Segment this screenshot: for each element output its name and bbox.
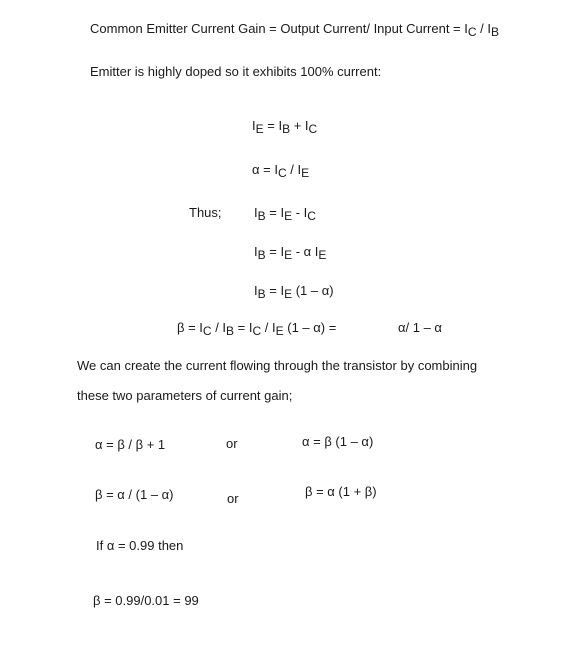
equation-ib-2 — [254, 244, 326, 260]
relation-alpha-left: α = β / β + 1 — [95, 437, 166, 452]
eq6-ic-sub: C — [202, 324, 212, 338]
eq5-tail: (1 – α) — [292, 283, 334, 298]
eq4-ie2-sub: E — [318, 248, 327, 262]
equation-beta — [177, 320, 336, 336]
eq6-ic2-sub: C — [252, 324, 262, 338]
eq4-mid: = I — [265, 244, 285, 259]
eq1-ic-sub: C — [308, 122, 318, 136]
equation-alpha — [252, 162, 309, 178]
eq6-s2: = I — [234, 320, 253, 335]
eq4-ie-sub: E — [284, 248, 293, 262]
eq3-ib: I — [254, 205, 258, 220]
eq1-ie: I — [252, 118, 256, 133]
eq5-ib-sub: B — [257, 287, 266, 301]
eq6-beta: β = I — [177, 320, 203, 335]
eq3-minus: - I — [292, 205, 308, 220]
or-label-1: or — [226, 436, 238, 451]
thus-label: Thus; — [189, 205, 222, 220]
combine-text-line-1: We can create the current flowing through the transistor by combining — [77, 358, 478, 373]
eq4-ib: I — [254, 244, 258, 259]
example-condition: If α = 0.99 then — [96, 538, 184, 553]
eq6-ie-sub: E — [275, 324, 284, 338]
equation-ib-3 — [254, 283, 334, 299]
eq1-ie-sub: E — [255, 122, 264, 136]
subscript-b: B — [491, 25, 500, 39]
eq2-ic-sub: C — [277, 166, 287, 180]
gain-definition — [90, 21, 499, 37]
emitter-note: Emitter is highly doped so it exhibits 100% current: — [90, 64, 382, 79]
eq2-alpha: α = I — [252, 162, 278, 177]
eq5-ib: I — [254, 283, 258, 298]
gain-definition-text: Common Emitter Current Gain = Output Current/ Input Current = I — [90, 21, 468, 36]
eq6-s3: / I — [261, 320, 276, 335]
eq6-s4: (1 – α) = — [283, 320, 337, 335]
combine-text-line-2: these two parameters of current gain; — [77, 388, 293, 403]
gain-definition-slash: / I — [476, 21, 492, 36]
relation-beta-left: β = α / (1 – α) — [95, 487, 174, 502]
equation-ib-1 — [254, 205, 316, 221]
eq1-ib-sub: B — [282, 122, 291, 136]
eq6-ib-sub: B — [226, 324, 235, 338]
relation-alpha-right: α = β (1 – α) — [302, 434, 374, 449]
eq2-ie-sub: E — [301, 166, 310, 180]
eq4-minus: - α I — [292, 244, 319, 259]
subscript-c: C — [467, 25, 477, 39]
eq4-ib-sub: B — [257, 248, 266, 262]
eq1-mid: = I — [263, 118, 283, 133]
eq3-ib-sub: B — [257, 209, 266, 223]
eq3-ie-sub: E — [284, 209, 293, 223]
eq3-mid: = I — [265, 205, 285, 220]
eq6-s1: / I — [211, 320, 227, 335]
or-label-2: or — [227, 491, 239, 506]
equation-ie-sum — [252, 118, 317, 134]
eq5-mid: = I — [265, 283, 285, 298]
eq1-plus: + I — [290, 118, 309, 133]
example-result: β = 0.99/0.01 = 99 — [93, 593, 199, 608]
equation-beta-result: α/ 1 – α — [398, 320, 442, 335]
eq2-mid: / I — [286, 162, 302, 177]
eq5-ie-sub: E — [284, 287, 293, 301]
eq3-ic-sub: C — [307, 209, 316, 223]
relation-beta-right: β = α (1 + β) — [305, 484, 377, 499]
